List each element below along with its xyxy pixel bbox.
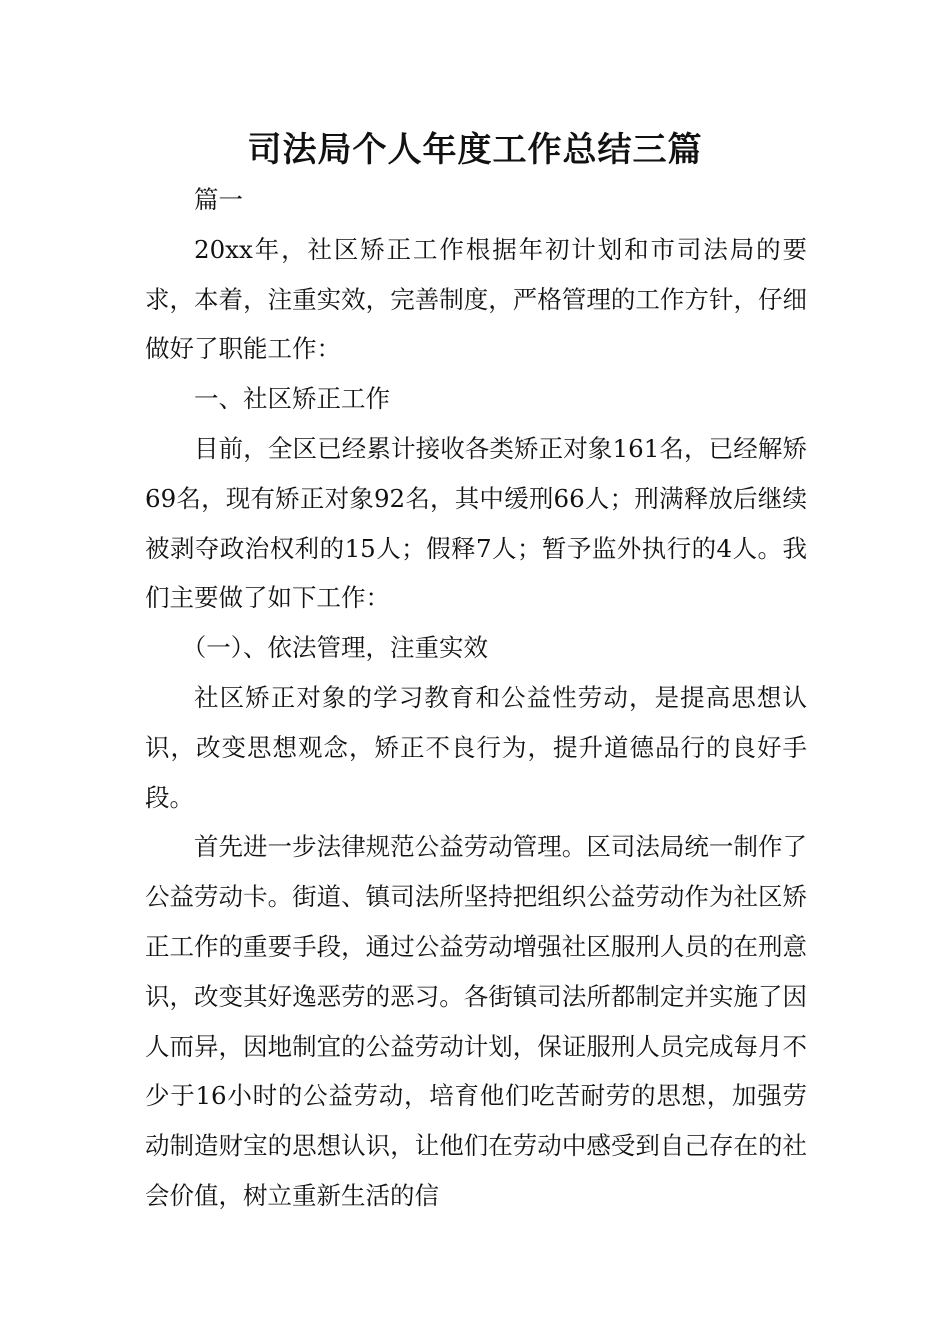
education-paragraph: 社区矫正对象的学习教育和公益性劳动，是提高思想认识，改变思想观念，矫正不良行为，提升道德品行的良好手段。: [145, 682, 807, 812]
public-labor-paragraph: 首先进一步法律规范公益劳动管理。区司法局统一制作了公益劳动卡。街道、镇司法所坚持把组织公益劳动作为社区矫正工作的重要手段，通过公益劳动增强社区服刑人员的在刑意识，改变其好逸恶劳的恶习。各街镇司法所都制定并实施了因人而异，因地制宜的公益劳动计划，保证服刑人员完成每月不少于16小时的公益劳动，培育他们吃苦耐劳的思想，加强劳动制造财宝的思想认识，让他们在劳动中感受到自己存在的社会价值，树立重新生活的信: [145, 832, 807, 1210]
document-body: [145, 175, 807, 1221]
subsection-heading-lawful-management: （一）、依法管理，注重实效: [181, 633, 488, 663]
intro-paragraph: 20xx年，社区矫正工作根据年初计划和市司法局的要求，本着，注重实效，完善制度，严格管理的工作方针，仔细做好了职能工作：: [145, 234, 807, 364]
statistics-paragraph: 目前，全区已经累计接收各类矫正对象161名，已经解矫69名，现有矫正对象92名，其中缓刑66人；刑满释放后继续被剥夺政治权利的15人；假释7人；暂予监外执行的4人。我们主要做了如下工作：: [145, 433, 807, 613]
document-title: 司法局个人年度工作总结三篇: [247, 130, 703, 170]
section-heading-part-one: 篇一: [194, 185, 243, 214]
section-heading-community-correction: 一、社区矫正工作: [194, 384, 390, 414]
